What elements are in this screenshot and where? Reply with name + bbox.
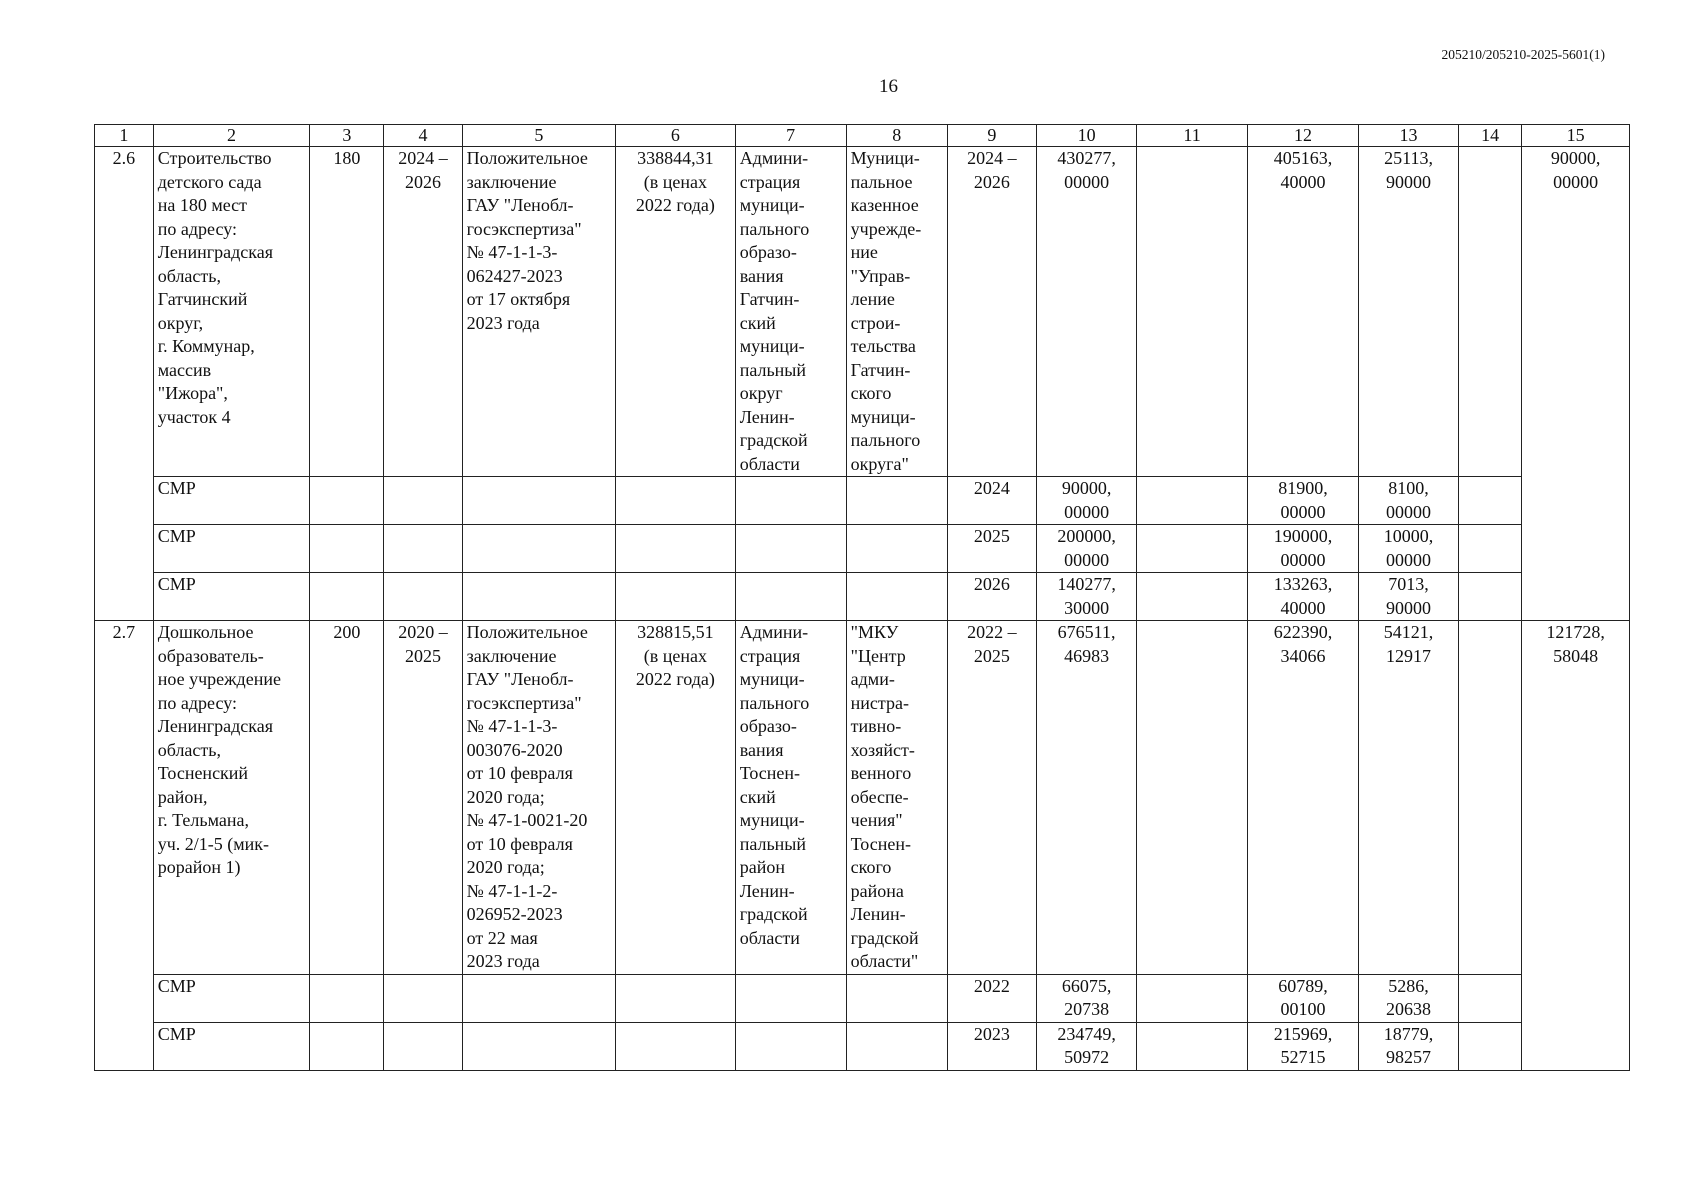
col-header: 14: [1459, 125, 1522, 147]
work-label: СМР: [153, 525, 310, 573]
total-value: 90000, 00000: [1037, 477, 1137, 525]
years: 2022 – 2025: [947, 621, 1036, 975]
col-header: 9: [947, 125, 1036, 147]
table-row: [95, 525, 1630, 573]
work-label: СМР: [153, 974, 310, 1022]
col-header: 1: [95, 125, 154, 147]
year: 2024: [947, 477, 1036, 525]
value-col-12: 190000, 00000: [1248, 525, 1359, 573]
value-col-12: 60789, 00100: [1248, 974, 1359, 1022]
table-row: [95, 621, 1630, 975]
builder: "МКУ "Центр адми- нистра- тивно- хозяйст- венного обеспе- чения" Тоснен- ского района Ленин- градской области": [846, 621, 947, 975]
table-row: [95, 573, 1630, 621]
object-name: Строительство детского сада на 180 мест по адресу: Ленинградская область, Гатчинский округ, г. Коммунар, массив "Ижора", участок 4: [153, 147, 310, 477]
document-id: 205210/205210-2025-5601(1): [1441, 47, 1605, 62]
col-header: 13: [1359, 125, 1459, 147]
conclusion: Положительное заключение ГАУ "Ленобл- госэкспертиза" № 47-1-1-3- 062427-2023 от 17 октября 2023 года: [462, 147, 615, 477]
period: 2020 – 2025: [384, 621, 462, 975]
total-value: 430277, 00000: [1037, 147, 1137, 477]
col-header: 4: [384, 125, 462, 147]
col-header: 10: [1037, 125, 1137, 147]
value-col-12: 405163, 40000: [1248, 147, 1359, 477]
total-value: 234749, 50972: [1037, 1022, 1137, 1070]
value-col-13: 10000, 00000: [1359, 525, 1459, 573]
col-header: 3: [310, 125, 384, 147]
col-header: 5: [462, 125, 615, 147]
year: 2026: [947, 573, 1036, 621]
col-header: 8: [846, 125, 947, 147]
total-value: 676511, 46983: [1037, 621, 1137, 975]
value-col-13: 25113, 90000: [1359, 147, 1459, 477]
col-header: 7: [735, 125, 846, 147]
capacity: 180: [310, 147, 384, 477]
years: 2024 – 2026: [947, 147, 1036, 477]
value-col-12: 622390, 34066: [1248, 621, 1359, 975]
customer: Админи- страция муници- пального образо- вания Гатчин- ский муници- пальный округ Ленин- градской области: [735, 147, 846, 477]
total-value: 200000, 00000: [1037, 525, 1137, 573]
header-row: [95, 125, 1630, 147]
work-label: СМР: [153, 1022, 310, 1070]
cost: 328815,51 (в ценах 2022 года): [616, 621, 736, 975]
value-col-12: 81900, 00000: [1248, 477, 1359, 525]
value-col-13: 7013, 90000: [1359, 573, 1459, 621]
work-label: СМР: [153, 573, 310, 621]
col-header: 2: [153, 125, 310, 147]
table-row: [95, 477, 1630, 525]
total-value: 66075, 20738: [1037, 974, 1137, 1022]
value-col-15: 90000, 00000: [1522, 147, 1630, 621]
work-label: СМР: [153, 477, 310, 525]
col-header: 12: [1248, 125, 1359, 147]
col-header: 15: [1522, 125, 1630, 147]
year: 2023: [947, 1022, 1036, 1070]
value-col-11: [1137, 147, 1248, 477]
value-col-13: 8100, 00000: [1359, 477, 1459, 525]
value-col-15: 121728, 58048: [1522, 621, 1630, 1071]
page-number: 16: [879, 76, 898, 97]
year: 2025: [947, 525, 1036, 573]
object-name: Дошкольное образователь- ное учреждение по адресу: Ленинградская область, Тосненский район, г. Тельмана, уч. 2/1-5 (мик- рорайон 1): [153, 621, 310, 975]
col-header: 11: [1137, 125, 1248, 147]
total-value: 140277, 30000: [1037, 573, 1137, 621]
value-col-13: 54121, 12917: [1359, 621, 1459, 975]
value-col-13: 18779, 98257: [1359, 1022, 1459, 1070]
builder: Муници- пальное казенное учрежде- ние "Управ- ление строи- тельства Гатчин- ского муници- пального округа": [846, 147, 947, 477]
item-number: 2.6: [95, 147, 154, 621]
item-number: 2.7: [95, 621, 154, 1071]
period: 2024 – 2026: [384, 147, 462, 477]
year: 2022: [947, 974, 1036, 1022]
value-col-13: 5286, 20638: [1359, 974, 1459, 1022]
customer: Админи- страция муници- пального образо- вания Тоснен- ский муници- пальный район Ленин- градской области: [735, 621, 846, 975]
value-col-14: [1459, 147, 1522, 477]
table-row: [95, 1022, 1630, 1070]
conclusion: Положительное заключение ГАУ "Ленобл- госэкспертиза" № 47-1-1-3- 003076-2020 от 10 февраля 2020 года; № 47-1-0021-20 от 10 февраля 2020 года; № 47-1-1-2- 026952-2023 от 22 мая 2023 года: [462, 621, 615, 975]
col-header: 6: [616, 125, 736, 147]
value-col-12: 133263, 40000: [1248, 573, 1359, 621]
cost: 338844,31 (в ценах 2022 года): [616, 147, 736, 477]
value-col-14: [1459, 621, 1522, 975]
table-row: [95, 147, 1630, 477]
value-col-12: 215969, 52715: [1248, 1022, 1359, 1070]
value-col-11: [1137, 621, 1248, 975]
table-row: [95, 974, 1630, 1022]
investment-table: [94, 124, 1630, 1071]
capacity: 200: [310, 621, 384, 975]
